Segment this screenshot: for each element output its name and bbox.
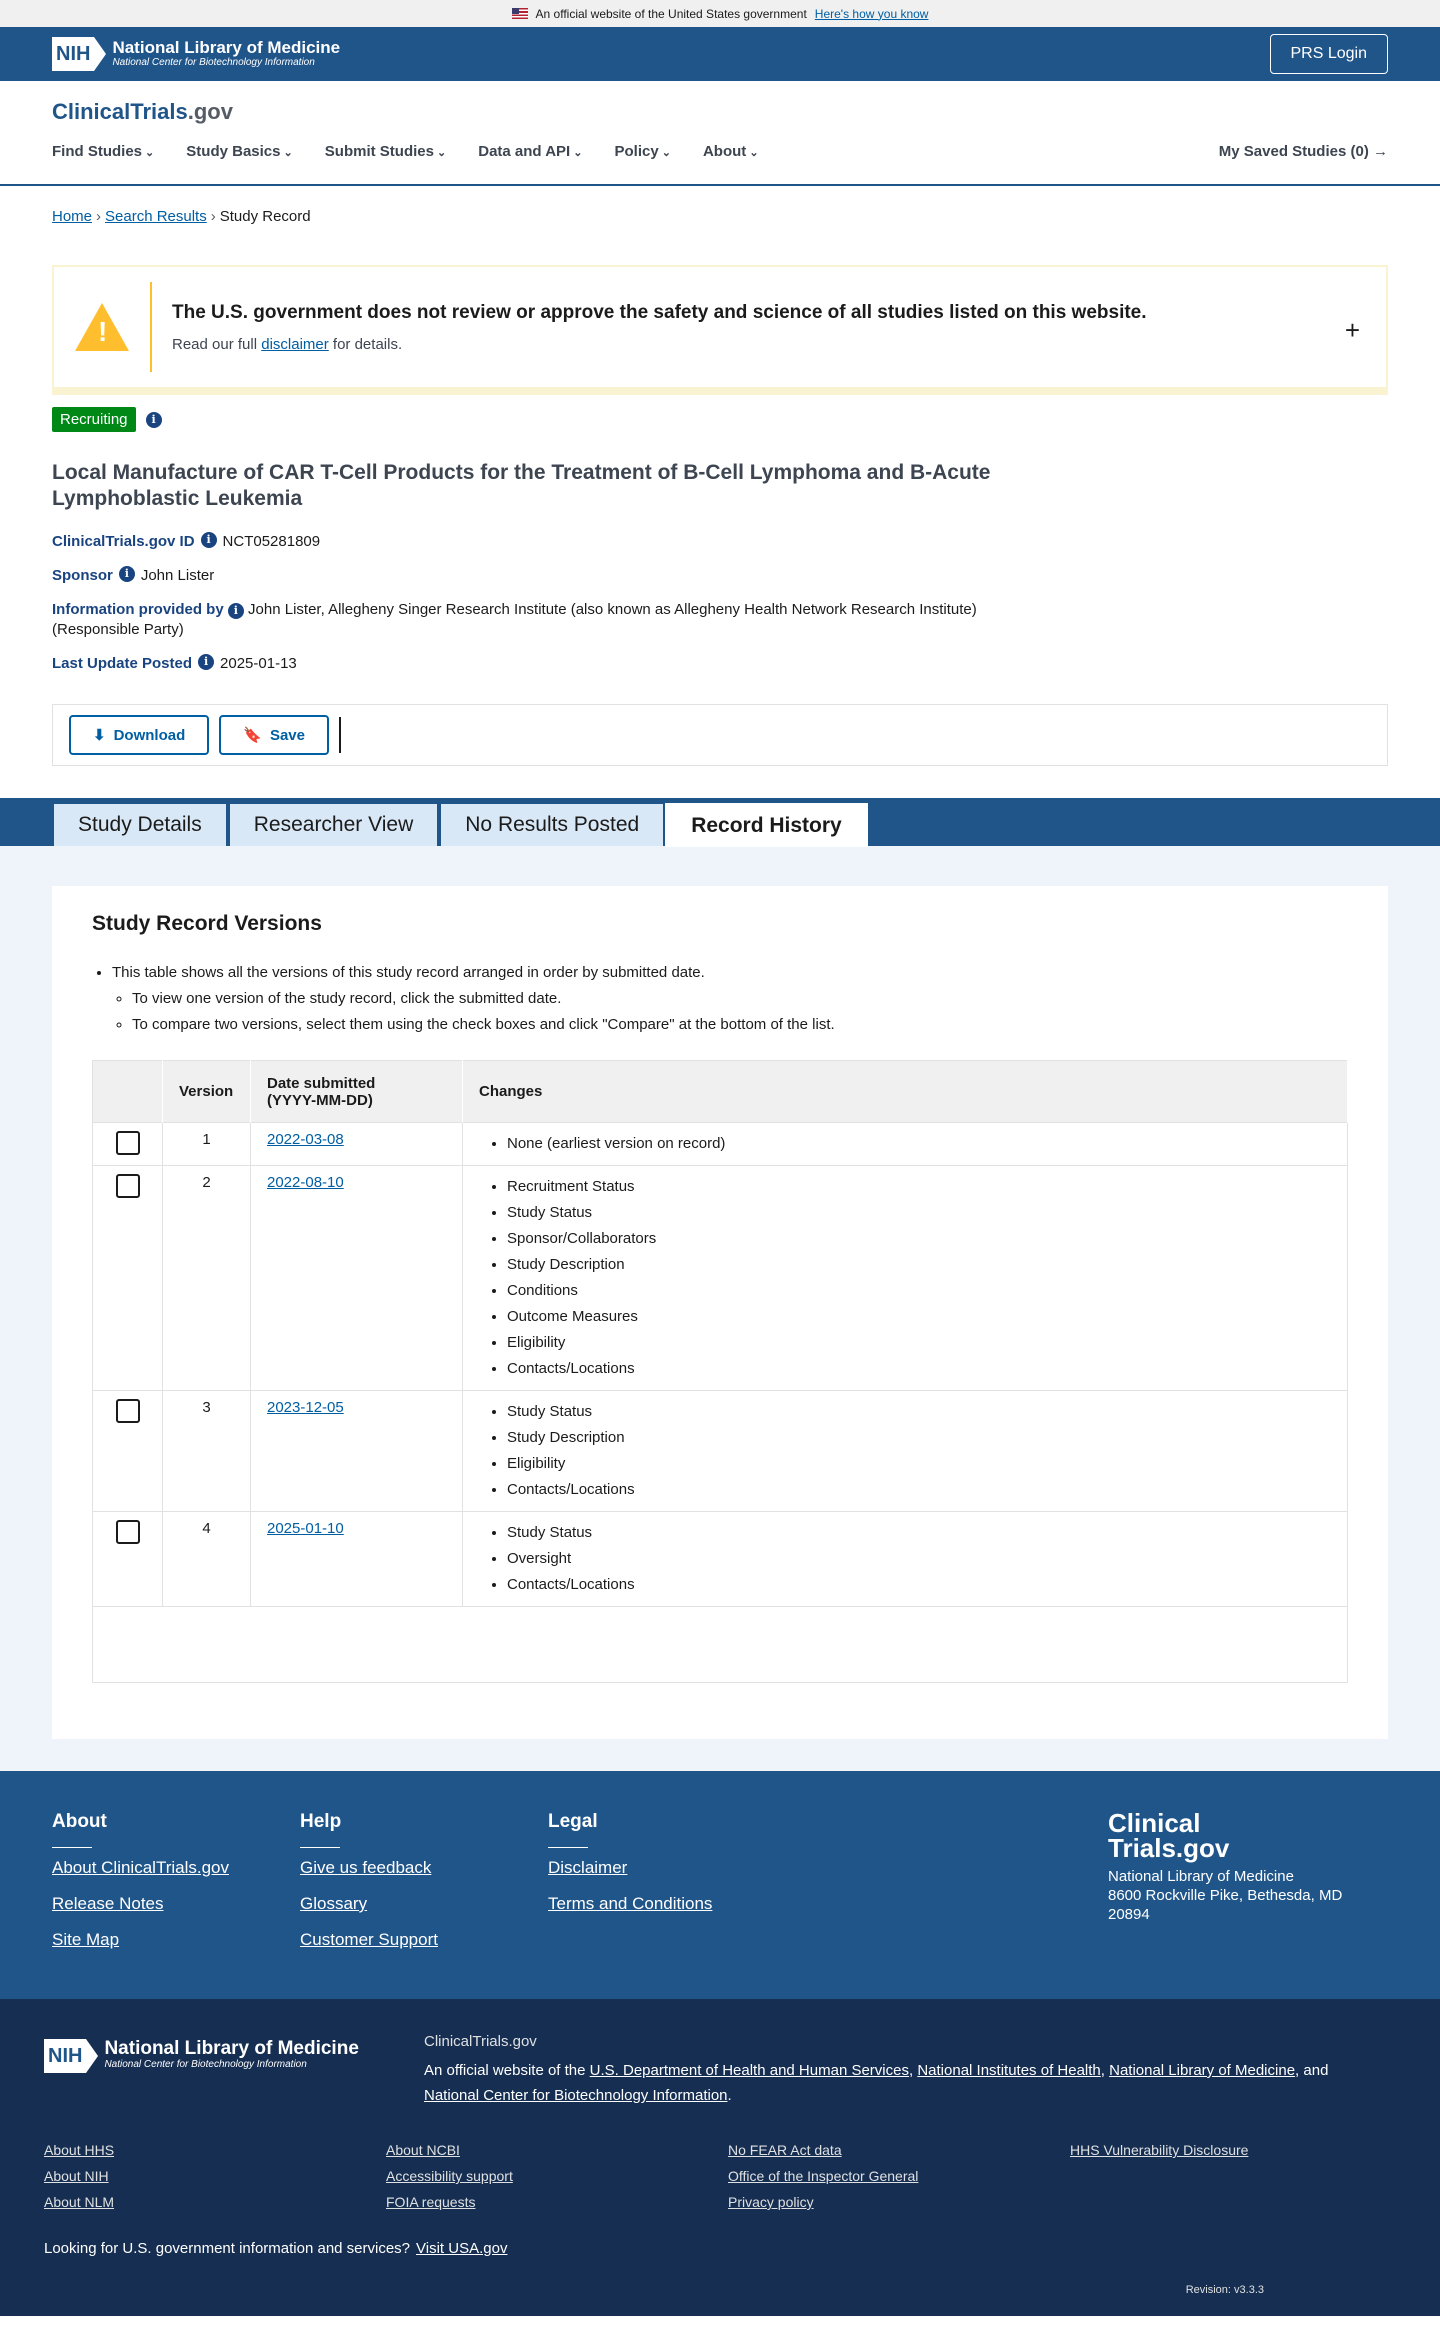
footer-small-link[interactable]: About HHS bbox=[44, 2142, 115, 2158]
footer-legal-heading: Legal bbox=[548, 1811, 598, 1832]
us-flag-icon bbox=[512, 8, 528, 19]
disclaimer-alert bbox=[52, 265, 1388, 395]
footer-small-link[interactable]: No FEAR Act data bbox=[728, 2142, 842, 2158]
change-item: • Study Status bbox=[507, 1520, 1331, 1546]
footer-bottom bbox=[0, 1999, 1440, 2316]
nih-logo-icon: NIH bbox=[44, 2039, 86, 2073]
versions-instructions: • This table shows all the versions of this study record arranged in order by submitted date. ◦ To view one version of the study record, click the submitted date. ◦ To compare two versions, select them using the check boxes and click "Compare" at the bottom of the list. bbox=[112, 960, 1348, 1038]
disclaimer-link[interactable]: disclaimer bbox=[261, 335, 329, 353]
changes-list bbox=[479, 1131, 1331, 1157]
status-row bbox=[0, 395, 1440, 444]
hhs-link[interactable]: U.S. Department of Health and Human Services bbox=[589, 2062, 909, 2079]
breadcrumb-home[interactable]: Home bbox=[52, 208, 93, 225]
changes-list bbox=[479, 1174, 1331, 1382]
heres-how-link[interactable]: Here's how you know bbox=[814, 6, 929, 21]
version-date-link[interactable]: 2023-12-05 bbox=[267, 1399, 344, 1416]
bookmark-icon: 🔖 bbox=[243, 727, 262, 744]
nav-data-api[interactable]: Data and API ⌄ bbox=[478, 143, 582, 160]
last-update-value: 2025-01-13 bbox=[220, 655, 297, 672]
footer-small-link[interactable]: Privacy policy bbox=[728, 2194, 814, 2210]
version-checkbox[interactable] bbox=[116, 1520, 140, 1544]
usa-gov-link[interactable]: Visit USA.gov bbox=[416, 2240, 508, 2257]
change-item: • Eligibility bbox=[507, 1451, 1331, 1477]
id-value: NCT05281809 bbox=[222, 533, 321, 550]
footer-link[interactable]: Glossary bbox=[300, 1894, 368, 1913]
gov-banner-text: An official website of the United States government bbox=[535, 6, 807, 21]
change-item: • Oversight bbox=[507, 1546, 1331, 1572]
footer-link[interactable]: Customer Support bbox=[300, 1930, 438, 1949]
sponsor-value: John Lister bbox=[140, 567, 215, 584]
footer-address: Clinical Trials.gov National Library of Medicine 8600 Rockville Pike, Bethesda, MD 20894 bbox=[1108, 1811, 1388, 1959]
table-row bbox=[93, 1166, 1348, 1391]
info-icon[interactable]: i bbox=[201, 532, 217, 548]
footer-link[interactable]: Release Notes bbox=[52, 1894, 164, 1913]
gov-banner bbox=[0, 0, 1440, 27]
breadcrumb bbox=[0, 186, 1440, 247]
version-checkbox[interactable] bbox=[116, 1399, 140, 1423]
footer-small-link[interactable]: About NLM bbox=[44, 2194, 115, 2210]
version-date-link[interactable]: 2025-01-10 bbox=[267, 1520, 344, 1537]
tab-researcher-view[interactable]: Researcher View bbox=[228, 802, 440, 846]
ct-logo[interactable]: ClinicalTrials.gov bbox=[52, 99, 233, 124]
version-date-link[interactable]: 2022-08-10 bbox=[267, 1174, 344, 1191]
breadcrumb-search-results[interactable]: Search Results bbox=[105, 208, 207, 225]
nav-find-studies[interactable]: Find Studies ⌄ bbox=[52, 143, 154, 160]
text-cursor bbox=[339, 717, 341, 753]
change-item: • Eligibility bbox=[507, 1330, 1331, 1356]
changes-list bbox=[479, 1399, 1331, 1503]
table-row bbox=[93, 1391, 1348, 1512]
version-number: 1 bbox=[163, 1123, 251, 1166]
tab-bar bbox=[0, 798, 1440, 846]
ncbi-subtitle: National Center for Biotechnology Information bbox=[112, 57, 315, 68]
table-row bbox=[93, 1123, 1348, 1166]
arrow-right-icon: → bbox=[1373, 143, 1388, 160]
change-item: • Contacts/Locations bbox=[507, 1477, 1331, 1503]
expand-plus-icon[interactable]: + bbox=[1344, 315, 1360, 345]
nav-about[interactable]: About ⌄ bbox=[703, 143, 759, 160]
usa-gov-row: Looking for U.S. government information and services? Visit USA.gov bbox=[44, 2240, 508, 2257]
breadcrumb-current: Study Record bbox=[219, 208, 311, 225]
info-provided-value: John Lister, Allegheny Singer Research Institute (also known as Allegheny Health Network Research Institute) (Responsible Party) bbox=[52, 601, 977, 638]
footer-link[interactable]: Give us feedback bbox=[300, 1858, 432, 1877]
footer-official-text: ClinicalTrials.gov An official website of the U.S. Department of Health and Human Services, National Institutes of Health, National Library of Medicine, and National Center for Biotechnology Information. bbox=[424, 2033, 1329, 2104]
study-title: Local Manufacture of CAR T-Cell Products for the Treatment of B-Cell Lymphoma and B-Acute Lymphoblastic Leukemia bbox=[52, 461, 991, 510]
footer-top bbox=[0, 1771, 1440, 1999]
my-saved-studies-link[interactable]: My Saved Studies (0) → bbox=[1218, 143, 1388, 160]
tab-study-details[interactable]: Study Details bbox=[52, 802, 228, 846]
versions-table bbox=[92, 1060, 1348, 1683]
id-label: ClinicalTrials.gov ID bbox=[52, 533, 195, 550]
change-item: • None (earliest version on record) bbox=[507, 1131, 1331, 1157]
nlm-title: National Library of Medicine bbox=[112, 38, 341, 57]
col-changes: Changes bbox=[463, 1061, 1348, 1123]
nlm-header bbox=[0, 27, 1440, 81]
version-checkbox[interactable] bbox=[116, 1174, 140, 1198]
footer-about-heading: About bbox=[52, 1811, 107, 1832]
warning-icon: ! bbox=[75, 303, 129, 351]
version-number: 3 bbox=[163, 1391, 251, 1512]
version-number: 4 bbox=[163, 1512, 251, 1607]
footer-small-link[interactable]: About NCBI bbox=[386, 2142, 460, 2158]
table-row bbox=[93, 1512, 1348, 1607]
info-icon[interactable]: i bbox=[228, 603, 244, 619]
change-item: • Study Description bbox=[507, 1252, 1331, 1278]
nav-policy[interactable]: Policy ⌄ bbox=[615, 143, 671, 160]
change-item: • Outcome Measures bbox=[507, 1304, 1331, 1330]
change-item: • Study Status bbox=[507, 1200, 1331, 1226]
download-icon: ⬇ bbox=[93, 727, 106, 744]
record-history-panel bbox=[0, 846, 1440, 1771]
nlm-logo[interactable] bbox=[52, 37, 340, 71]
save-button[interactable]: 🔖 Save bbox=[219, 715, 329, 755]
footer-link[interactable]: Disclaimer bbox=[548, 1858, 628, 1877]
action-bar bbox=[52, 704, 1388, 766]
revision-text: Revision: v3.3.3 bbox=[1185, 2284, 1264, 2296]
study-meta bbox=[0, 512, 1440, 674]
footer-help-heading: Help bbox=[300, 1811, 342, 1832]
change-item: • Contacts/Locations bbox=[507, 1356, 1331, 1382]
footer-ct-logo[interactable]: Clinical Trials.gov bbox=[1108, 1808, 1230, 1863]
version-number: 2 bbox=[163, 1166, 251, 1391]
info-provided-label: Information provided by bbox=[52, 601, 224, 618]
download-button[interactable]: ⬇ Download bbox=[69, 715, 209, 755]
footer-small-link[interactable]: Office of the Inspector General bbox=[728, 2168, 919, 2184]
change-item: • Conditions bbox=[507, 1278, 1331, 1304]
alert-text: Read our full disclaimer for details. bbox=[172, 335, 403, 353]
col-version: Version bbox=[163, 1061, 251, 1123]
prs-login-button[interactable]: PRS Login bbox=[1270, 34, 1389, 74]
sponsor-label: Sponsor bbox=[52, 567, 113, 584]
nlm-link[interactable]: National Library of Medicine bbox=[1109, 2062, 1296, 2079]
ncbi-link[interactable]: National Center for Biotechnology Information bbox=[424, 2087, 728, 2104]
change-item: • Recruitment Status bbox=[507, 1174, 1331, 1200]
info-icon[interactable]: i bbox=[198, 654, 214, 670]
col-date-submitted: Date submitted (YYYY-MM-DD) bbox=[251, 1061, 463, 1123]
main-nav bbox=[52, 143, 1388, 160]
footer-link[interactable]: Site Map bbox=[52, 1930, 120, 1949]
nih-logo-icon: NIH bbox=[52, 37, 94, 71]
footer-link-grid bbox=[44, 2142, 1396, 2210]
footer-small-link[interactable]: About NIH bbox=[44, 2168, 109, 2184]
footer-link[interactable]: About ClinicalTrials.gov bbox=[52, 1858, 229, 1877]
footer-small-link[interactable]: HHS Vulnerability Disclosure bbox=[1070, 2142, 1249, 2158]
footer-link[interactable]: Terms and Conditions bbox=[548, 1894, 713, 1913]
info-icon[interactable]: i bbox=[146, 412, 162, 428]
version-checkbox[interactable] bbox=[116, 1131, 140, 1155]
chevron-right-icon: › bbox=[210, 208, 216, 225]
chevron-right-icon: › bbox=[96, 208, 102, 225]
change-item: • Sponsor/Collaborators bbox=[507, 1226, 1331, 1252]
status-badge: Recruiting bbox=[52, 407, 136, 432]
change-item: • Contacts/Locations bbox=[507, 1572, 1331, 1598]
change-item: • Study Description bbox=[507, 1425, 1331, 1451]
change-item: • Study Status bbox=[507, 1399, 1331, 1425]
versions-heading: Study Record Versions bbox=[92, 912, 322, 935]
footer-small-link[interactable]: FOIA requests bbox=[386, 2194, 476, 2210]
nav-submit-studies[interactable]: Submit Studies ⌄ bbox=[325, 143, 446, 160]
footer-nlm-logo[interactable]: NIH National Library of Medicine National Center for Biotechnology Information bbox=[44, 2029, 384, 2108]
tab-no-results-posted[interactable]: No Results Posted bbox=[439, 802, 665, 846]
footer-small-link[interactable]: Accessibility support bbox=[386, 2168, 513, 2184]
nav-study-basics[interactable]: Study Basics ⌄ bbox=[186, 143, 293, 160]
ct-header bbox=[0, 81, 1440, 186]
version-date-link[interactable]: 2022-03-08 bbox=[267, 1131, 344, 1148]
changes-list bbox=[479, 1520, 1331, 1598]
versions-card bbox=[52, 886, 1388, 1739]
alert-title: The U.S. government does not review or approve the safety and science of all studies listed on this website. bbox=[172, 301, 1147, 323]
nih-link[interactable]: National Institutes of Health bbox=[917, 2062, 1101, 2079]
last-update-label: Last Update Posted bbox=[52, 655, 193, 672]
info-icon[interactable]: i bbox=[119, 566, 135, 582]
tab-record-history[interactable]: Record History bbox=[665, 803, 868, 847]
